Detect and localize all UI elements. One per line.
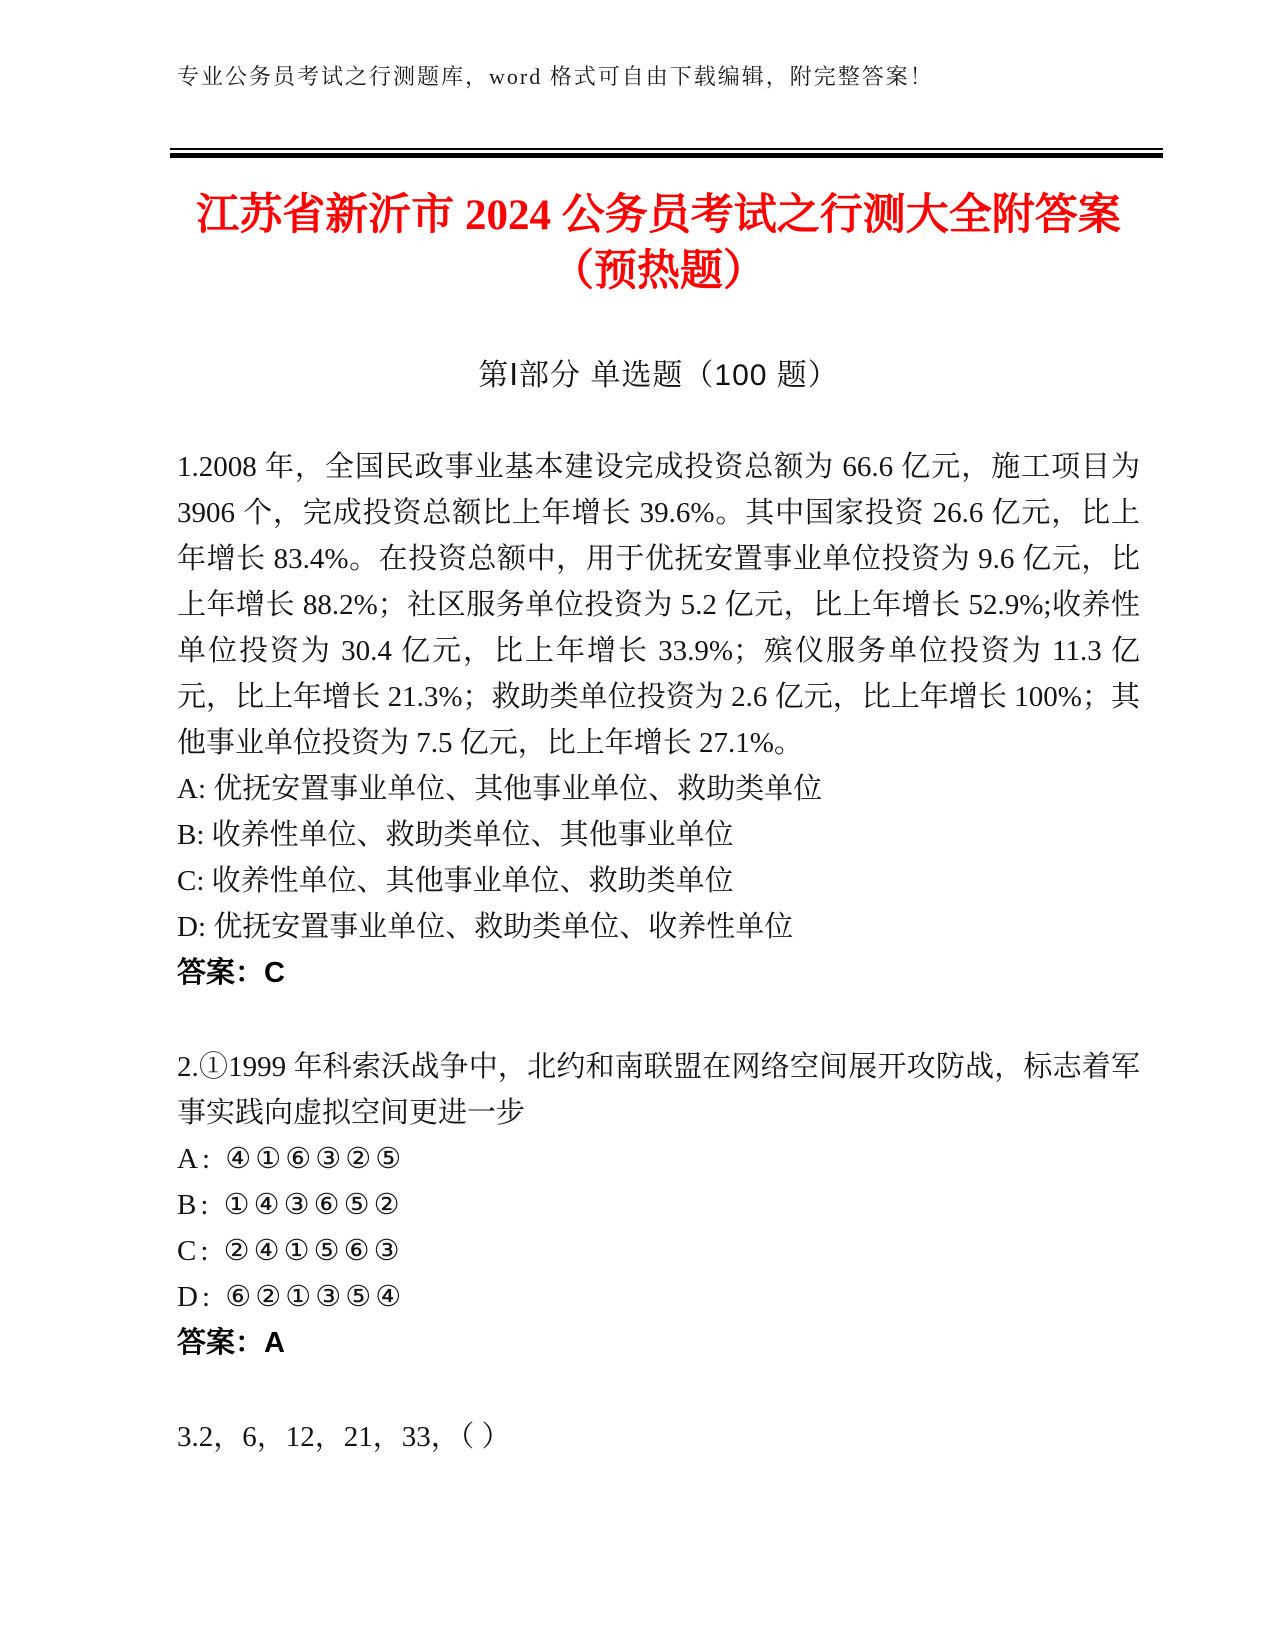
header-divider	[170, 148, 1163, 158]
question-1-answer: 答案：C	[177, 957, 285, 989]
question-2-option-b: B: ①④③⑥⑤②	[177, 1189, 404, 1221]
question-block-1	[177, 444, 1140, 996]
question-1-option-b: B: 收养性单位、救助类单位、其他事业单位	[177, 819, 734, 851]
question-2-option-d: D: ⑥②①③⑤④	[177, 1281, 406, 1313]
question-2-answer: 答案：A	[177, 1327, 285, 1359]
question-2-text: 2.①1999 年科索沃战争中，北约和南联盟在网络空间展开攻防战，标志着军事实践向虚拟空间更进一步	[177, 1051, 1140, 1129]
question-2-option-c: C: ②④①⑤⑥③	[177, 1235, 404, 1267]
document-title: 江苏省新沂市 2024 公务员考试之行测大全附答案（预热题）	[196, 192, 1121, 295]
question-2-option-a: A: ④①⑥③②⑤	[177, 1143, 406, 1175]
question-block-2	[177, 1044, 1140, 1366]
question-1-option-a: A: 优抚安置事业单位、其他事业单位、救助类单位	[177, 773, 823, 805]
question-1-option-c: C: 收养性单位、其他事业单位、救助类单位	[177, 865, 734, 897]
question-block-3	[177, 1414, 1140, 1460]
header-notice: 专业公务员考试之行测题库，word 格式可自由下载编辑，附完整答案！	[177, 64, 934, 89]
question-1-text: 1.2008 年，全国民政事业基本建设完成投资总额为 66.6 亿元，施工项目为 3906 个，完成投资总额比上年增长 39.6%。其中国家投资 26.6 亿元，比上年增长 83.4%。在投资总额中，用于优抚安置事业单位投资为 9.6 亿元，比上年增长 88.2%；社区服务单位投资为 5.2 亿元，比上年增长 52.9%;收养性单位投资为 30.4 亿元，比上年增长 33.9%；殡仪服务单位投资为 11.3 亿元，比上年增长 21.3%；救助类单位投资为 2.6 亿元，比上年增长 100%；其他事业单位投资为 7.5 亿元，比上年增长 27.1%。	[177, 451, 1140, 759]
question-3-text: 3.2，6，12，21，33，（ ）	[177, 1421, 511, 1453]
question-1-option-d: D: 优抚安置事业单位、救助类单位、收养性单位	[177, 911, 794, 943]
section-heading: 第Ⅰ部分 单选题（100 题）	[478, 359, 839, 392]
